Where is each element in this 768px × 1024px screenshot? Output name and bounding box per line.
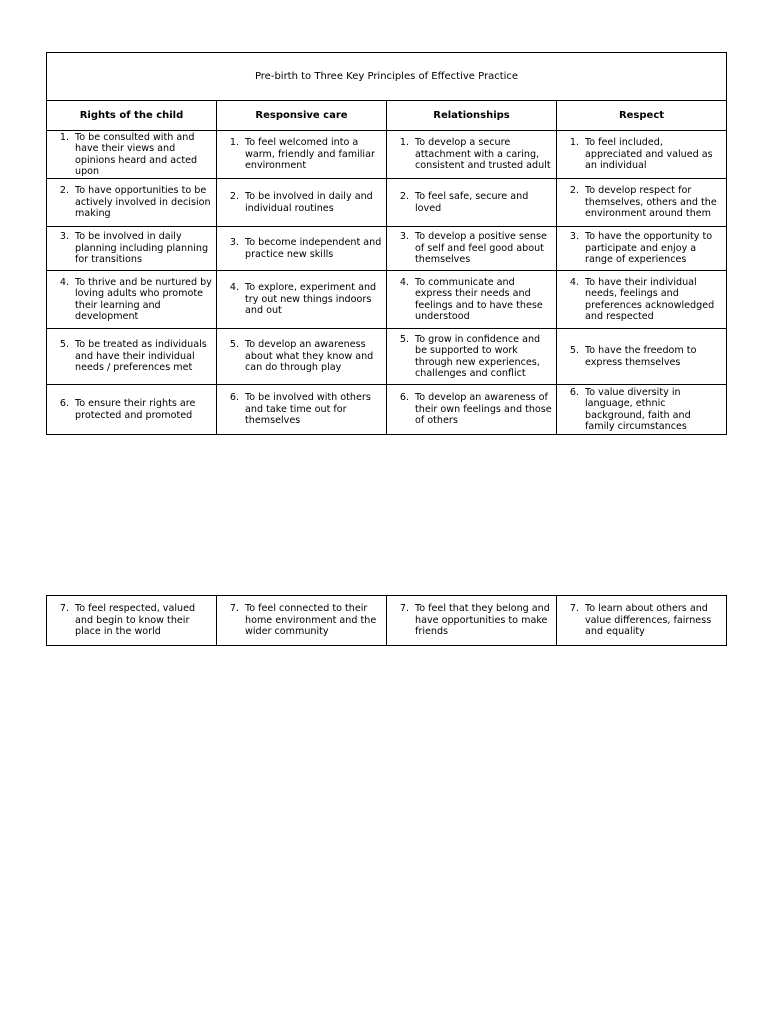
- item-text: To be involved with others and take time out for themselves: [245, 392, 371, 427]
- item-number: 7.: [399, 603, 409, 615]
- table-cell-relationships: [387, 131, 557, 179]
- table-cell-rights: [47, 385, 217, 435]
- item-number: 2.: [229, 191, 239, 202]
- table-cell-relationships: [387, 271, 557, 329]
- item-number: 5.: [59, 339, 69, 351]
- table-row: [47, 271, 727, 329]
- table-cell-respect: [557, 596, 727, 646]
- list-item: [223, 339, 382, 374]
- list-item: [53, 398, 212, 421]
- item-text: To be consulted with and have their views and opinions heard and acted upon: [75, 131, 198, 177]
- list-item: [563, 231, 722, 266]
- item-text: To learn about others and value differences, fairness and equality: [585, 603, 712, 638]
- item-text: To be involved in daily and individual routines: [245, 191, 373, 214]
- table-row: [47, 385, 727, 435]
- item-number: 7.: [569, 603, 579, 615]
- table-cell-responsive-care: [217, 131, 387, 179]
- list-item: [53, 603, 212, 638]
- item-text: To develop an awareness of their own feelings and those of others: [415, 392, 552, 427]
- item-number: 5.: [399, 333, 409, 345]
- item-text: To feel respected, valued and begin to know their place in the world: [75, 603, 196, 638]
- table-cell-responsive-care: [217, 179, 387, 227]
- item-text: To grow in confidence and be supported to work through new experiences, challenges and conflict: [415, 333, 541, 379]
- item-number: 3.: [399, 231, 409, 243]
- list-item: [53, 277, 212, 323]
- table-cell-respect: [557, 385, 727, 435]
- header-row: [47, 101, 727, 131]
- item-text: To thrive and be nurtured by loving adults who promote their learning and development: [75, 276, 212, 322]
- item-number: 7.: [59, 603, 69, 615]
- item-number: 4.: [399, 276, 409, 288]
- table-row: [47, 131, 727, 179]
- table-cell-rights: [47, 596, 217, 646]
- table-row: [47, 179, 727, 227]
- list-item: [53, 231, 212, 266]
- table-cell-relationships: [387, 179, 557, 227]
- item-text: To develop respect for themselves, others and the environment around them: [585, 185, 717, 220]
- table-cell-responsive-care: [217, 329, 387, 385]
- principles-table: [46, 52, 727, 435]
- item-text: To feel that they belong and have opportunities to make friends: [415, 603, 550, 638]
- item-number: 1.: [229, 137, 239, 149]
- table-cell-rights: [47, 271, 217, 329]
- list-item: [393, 603, 552, 638]
- column-header-rights: Rights of the child: [47, 101, 217, 131]
- list-item: [223, 191, 382, 214]
- list-item: [563, 345, 722, 368]
- list-item: [393, 231, 552, 266]
- item-text: To feel included, appreciated and valued as an individual: [585, 137, 713, 172]
- list-item: [393, 277, 552, 323]
- item-text: To feel connected to their home environment and the wider community: [245, 603, 377, 638]
- table-cell-responsive-care: [217, 227, 387, 271]
- item-number: 1.: [59, 131, 69, 143]
- item-number: 2.: [569, 185, 579, 197]
- table-cell-respect: [557, 329, 727, 385]
- column-header-responsive-care: Responsive care: [217, 101, 387, 131]
- item-text: To have the freedom to express themselves: [585, 345, 697, 368]
- table-cell-rights: [47, 179, 217, 227]
- table-row: [47, 329, 727, 385]
- item-text: To have their individual needs, feelings and preferences acknowledged and respected: [585, 276, 715, 322]
- item-text: To feel safe, secure and loved: [415, 191, 529, 214]
- list-item: [53, 339, 212, 374]
- item-number: 6.: [229, 392, 239, 404]
- item-number: 3.: [59, 231, 69, 243]
- table-cell-respect: [557, 271, 727, 329]
- table-cell-relationships: [387, 227, 557, 271]
- item-number: 1.: [399, 137, 409, 149]
- list-item: [393, 191, 552, 214]
- list-item: [53, 185, 212, 220]
- list-item: [563, 277, 722, 323]
- item-text: To have opportunities to be actively involved in decision making: [75, 185, 211, 220]
- table-cell-rights: [47, 227, 217, 271]
- item-text: To value diversity in language, ethnic background, faith and family circumstances: [585, 386, 691, 432]
- list-item: [53, 132, 212, 178]
- item-text: To ensure their rights are protected and promoted: [75, 398, 196, 421]
- table-cell-relationships: [387, 385, 557, 435]
- list-item: [563, 137, 722, 172]
- item-text: To develop an awareness about what they know and can do through play: [245, 339, 374, 374]
- list-item: [393, 334, 552, 380]
- list-item: [393, 137, 552, 172]
- table-cell-relationships: [387, 329, 557, 385]
- item-number: 5.: [229, 339, 239, 351]
- item-text: To explore, experiment and try out new things indoors and out: [245, 282, 377, 317]
- list-item: [223, 282, 382, 317]
- table-cell-responsive-care: [217, 596, 387, 646]
- item-number: 5.: [569, 345, 579, 356]
- item-text: To be treated as individuals and have their individual needs / preferences met: [75, 339, 207, 374]
- title-row: [47, 53, 727, 101]
- item-text: To be involved in daily planning including planning for transitions: [75, 231, 209, 266]
- list-item: [563, 603, 722, 638]
- item-number: 3.: [569, 231, 579, 243]
- item-number: 6.: [569, 386, 579, 398]
- item-number: 6.: [399, 392, 409, 404]
- table-cell-rights: [47, 329, 217, 385]
- item-number: 4.: [569, 276, 579, 288]
- item-number: 3.: [229, 237, 239, 248]
- table-cell-responsive-care: [217, 385, 387, 435]
- table-row: [47, 227, 727, 271]
- item-number: 2.: [59, 185, 69, 197]
- list-item: [393, 392, 552, 427]
- table-cell-respect: [557, 227, 727, 271]
- item-number: 4.: [59, 276, 69, 288]
- item-number: 7.: [229, 603, 239, 615]
- table-cell-responsive-care: [217, 271, 387, 329]
- item-text: To develop a secure attachment with a caring, consistent and trusted adult: [415, 137, 551, 172]
- table-title: Pre-birth to Three Key Principles of Effective Practice: [47, 53, 727, 101]
- list-item: [563, 387, 722, 433]
- list-item: [563, 185, 722, 220]
- item-text: To have the opportunity to participate and enjoy a range of experiences: [585, 231, 713, 266]
- item-text: To communicate and express their needs and feelings and to have these understood: [415, 276, 543, 322]
- table-row: [47, 596, 727, 646]
- table-cell-relationships: [387, 596, 557, 646]
- item-number: 4.: [229, 282, 239, 294]
- item-text: To feel welcomed into a warm, friendly and familiar environment: [245, 137, 375, 172]
- item-text: To become independent and practice new skills: [245, 237, 382, 260]
- list-item: [223, 137, 382, 172]
- list-item: [223, 603, 382, 638]
- table-cell-respect: [557, 179, 727, 227]
- item-number: 6.: [59, 398, 69, 409]
- column-header-relationships: Relationships: [387, 101, 557, 131]
- list-item: [223, 237, 382, 260]
- list-item: [223, 392, 382, 427]
- table-cell-rights: [47, 131, 217, 179]
- column-header-respect: Respect: [557, 101, 727, 131]
- principles-table-continued: [46, 595, 727, 646]
- item-number: 1.: [569, 137, 579, 149]
- table-cell-respect: [557, 131, 727, 179]
- item-number: 2.: [399, 191, 409, 202]
- item-text: To develop a positive sense of self and feel good about themselves: [415, 231, 547, 266]
